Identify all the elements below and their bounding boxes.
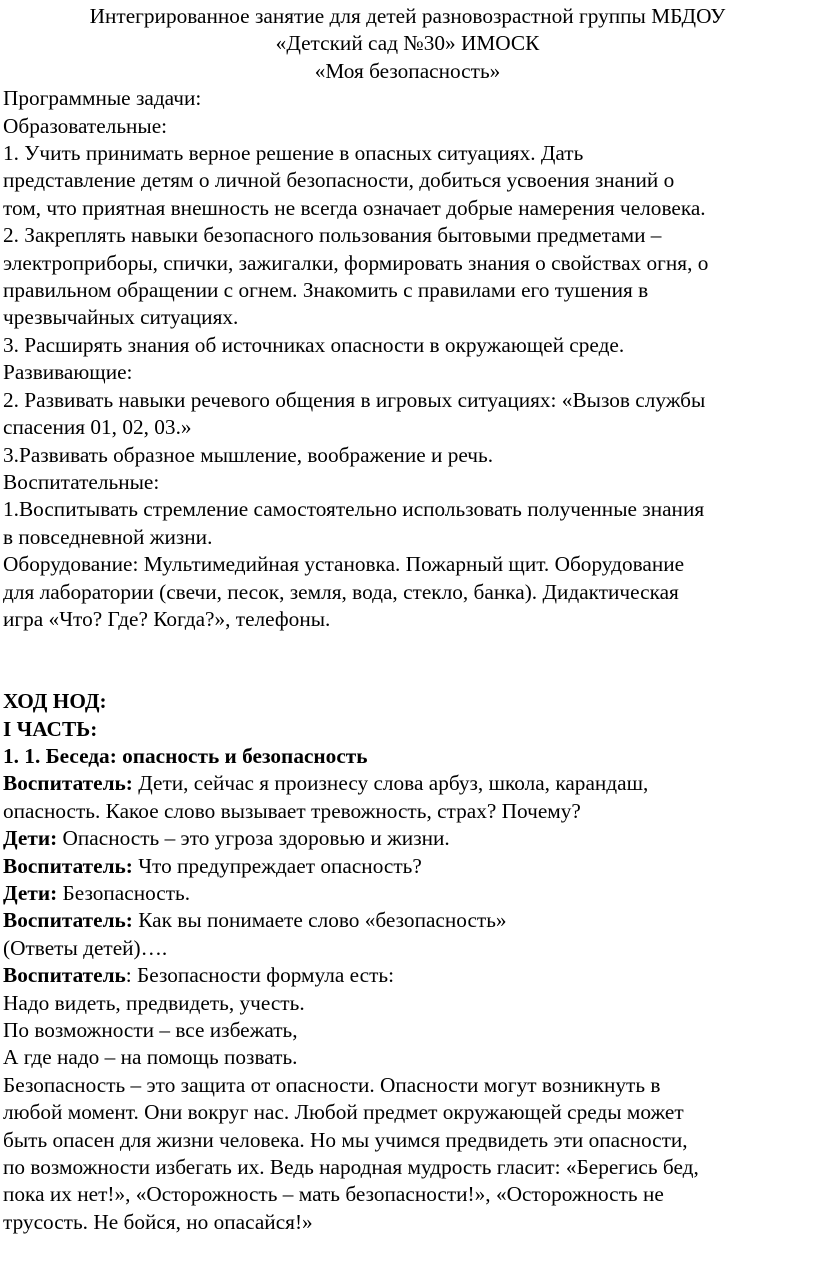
- text-line: 3. Расширять знания об источниках опасности в окружающей среде.: [3, 332, 625, 357]
- dialogue-text: : Безопасности формула есть:: [125, 963, 395, 988]
- dialogue-text: Дети, сейчас я произнесу слова арбуз, школа, карандаш,: [132, 771, 649, 796]
- dialogue-line: [3, 853, 812, 880]
- document-title: [3, 3, 812, 85]
- dialogue-text: Как вы понимаете слово «безопасность»: [132, 908, 507, 933]
- developmental-heading: Развивающие:: [3, 360, 133, 385]
- part-heading: I ЧАСТЬ:: [3, 716, 98, 741]
- dialogue-line: [3, 798, 812, 825]
- dialogue-text: Опасность – это угроза здоровью и жизни.: [57, 826, 450, 851]
- speaker-label: Воспитатель:: [3, 908, 133, 933]
- objectives-section: [3, 85, 812, 633]
- text-line: правильном обращении с огнем. Знакомить с правилами его тушения в: [3, 278, 649, 303]
- dialogue-text: любой момент. Они вокруг нас. Любой предмет окружающей среды может: [3, 1100, 684, 1125]
- dialogue-text: По возможности – все избежать,: [3, 1018, 298, 1042]
- dialogue-line: [3, 990, 812, 1017]
- dialogue-text: Надо видеть, предвидеть, учесть.: [3, 990, 305, 1015]
- speaker-label: Воспитатель:: [3, 853, 133, 878]
- dialogue-line: [3, 907, 812, 934]
- dialogue-text: Безопасность – это защита от опасности. Опасности могут возникнуть в: [3, 1072, 661, 1097]
- dialogue-line: [3, 825, 812, 852]
- text-line: 1. Учить принимать верное решение в опасных ситуациях. Дать: [3, 141, 584, 166]
- spacer: [3, 633, 812, 660]
- dialogue-text: опасность. Какое слово вызывает тревожность, страх? Почему?: [3, 798, 581, 823]
- dialogue-line: [3, 1181, 812, 1208]
- text-line: спасения 01, 02, 03.»: [3, 415, 192, 440]
- speaker-label: Дети:: [3, 826, 58, 851]
- dialogue-text: трусость. Не бойся, но опасайся!»: [3, 1209, 313, 1234]
- speaker-label: Воспитатель:: [3, 771, 133, 796]
- dialogue-line: [3, 1209, 812, 1236]
- dialogue-line: [3, 1154, 812, 1181]
- dialogue-text: быть опасен для жизни человека. Но мы учимся предвидеть эти опасности,: [3, 1127, 688, 1152]
- dialogue-line: [3, 770, 812, 797]
- procedure-heading: ХОД НОД:: [3, 689, 107, 714]
- speaker-label: Воспитатель: [3, 963, 126, 988]
- text-line: 3.Развивать образное мышление, воображение и речь.: [3, 442, 494, 467]
- equipment-line: Оборудование: Мультимедийная установка. Пожарный щит. Оборудование: [3, 552, 685, 577]
- text-line: том, что приятная внешность не всегда означает добрые намерения человека.: [3, 195, 706, 220]
- dialogue-line: [3, 1099, 812, 1126]
- text-line: представление детям о личной безопасности, добиться усвоения знаний о: [3, 168, 675, 193]
- dialogue-text: по возможности избегать их. Ведь народная мудрость гласит: «Берегись бед,: [3, 1155, 699, 1180]
- speaker-label: Дети:: [3, 880, 58, 905]
- title-line: Интегрированное занятие для детей разновозрастной группы МБДОУ: [89, 4, 726, 28]
- text-line: 1.Воспитывать стремление самостоятельно использовать полученные знания: [3, 497, 705, 522]
- dialogue-text: А где надо – на помощь позвать.: [3, 1045, 298, 1070]
- dialogue-text: пока их нет!», «Осторожность – мать безопасности!», «Осторожность не: [3, 1182, 664, 1207]
- dialogue-line: [3, 1044, 812, 1071]
- title-line: «Детский сад №30» ИМОСК: [275, 31, 540, 56]
- dialogue-text: (Ответы детей)….: [3, 935, 168, 960]
- dialogue-line: [3, 880, 812, 907]
- objectives-heading: Программные задачи:: [3, 86, 202, 111]
- dialogue-line: [3, 1072, 812, 1099]
- dialogue-line: [3, 935, 812, 962]
- section-heading: 1. 1. Беседа: опасность и безопасность: [3, 743, 368, 768]
- dialogue-line: [3, 962, 812, 989]
- dialogue-line: [3, 1017, 812, 1044]
- text-line: чрезвычайных ситуациях.: [3, 305, 239, 330]
- equipment-line: для лаборатории (свечи, песок, земля, вода, стекло, банка). Дидактическая: [3, 579, 679, 604]
- title-line: «Моя безопасность»: [314, 58, 501, 83]
- text-line: электроприборы, спички, зажигалки, формировать знания о свойствах огня, о: [3, 250, 709, 275]
- text-line: 2. Развивать навыки речевого общения в игровых ситуациях: «Вызов службы: [3, 387, 706, 412]
- upbringing-heading: Воспитательные:: [3, 469, 160, 494]
- equipment-line: игра «Что? Где? Когда?», телефоны.: [3, 606, 331, 631]
- educational-heading: Образовательные:: [3, 113, 168, 138]
- text-line: в повседневной жизни.: [3, 524, 213, 549]
- dialogue-line: [3, 1127, 812, 1154]
- procedure-section: [3, 688, 812, 1236]
- spacer: [3, 661, 812, 688]
- dialogue-text: Что предупреждает опасность?: [132, 853, 422, 878]
- dialogue: [3, 770, 812, 1236]
- text-line: 2. Закреплять навыки безопасного пользования бытовыми предметами –: [3, 223, 662, 248]
- dialogue-text: Безопасность.: [57, 880, 191, 905]
